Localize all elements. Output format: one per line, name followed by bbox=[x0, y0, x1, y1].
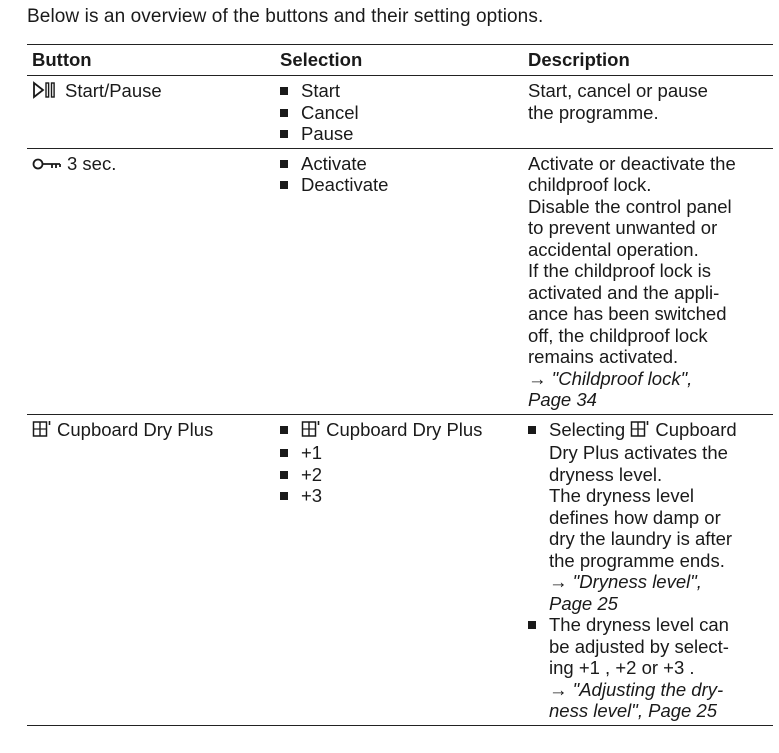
description-line: dry the laundry is after bbox=[549, 528, 733, 549]
selection-item bbox=[280, 419, 523, 443]
cupboard-dry-icon bbox=[32, 420, 52, 443]
description-line: The dryness level can bbox=[549, 614, 729, 635]
arrow-icon: → bbox=[549, 678, 568, 700]
button-cell bbox=[27, 148, 275, 414]
header-button: Button bbox=[27, 45, 275, 76]
description-line: be adjusted by select- bbox=[549, 635, 729, 657]
description-line: The dryness level bbox=[549, 485, 694, 506]
description-line: dryness level. bbox=[549, 463, 663, 485]
button-label: Cupboard Dry Plus bbox=[57, 418, 214, 440]
description-line: defines how damp or bbox=[549, 506, 721, 528]
description-text: Cupboard bbox=[655, 418, 737, 440]
key-icon bbox=[32, 155, 62, 177]
description-cell bbox=[523, 148, 773, 414]
button-cell bbox=[27, 76, 275, 149]
description-cell bbox=[523, 76, 773, 149]
description-line: the programme. bbox=[528, 101, 659, 123]
selection-cell bbox=[275, 414, 523, 725]
selection-item: Pause bbox=[280, 123, 523, 145]
button-cell bbox=[27, 414, 275, 725]
description-line: childproof lock. bbox=[528, 174, 652, 195]
arrow-icon: → bbox=[549, 571, 568, 592]
selection-item: Start bbox=[280, 80, 523, 102]
selection-item: +1 bbox=[280, 442, 523, 464]
description-bullet bbox=[528, 419, 773, 615]
cross-reference-link[interactable] bbox=[549, 679, 773, 722]
cupboard-dry-icon bbox=[630, 420, 650, 443]
table-header-row bbox=[27, 45, 773, 76]
description-cell bbox=[523, 414, 773, 725]
cross-reference-link[interactable] bbox=[549, 571, 773, 614]
selection-item: Activate bbox=[280, 153, 523, 175]
button-options-table bbox=[27, 44, 773, 726]
intro-text: Below is an overview of the buttons and their setting options. bbox=[27, 6, 544, 27]
description-line: Disable the control panel bbox=[528, 195, 732, 217]
ref-text: "Dryness level", bbox=[572, 571, 702, 592]
start-pause-icon bbox=[32, 81, 60, 104]
arrow-icon: → bbox=[528, 367, 547, 389]
table-row bbox=[27, 148, 773, 414]
description-line: If the childproof lock is bbox=[528, 260, 712, 281]
selection-label: Cupboard Dry Plus bbox=[326, 418, 483, 440]
ref-text: ness level", Page 25 bbox=[549, 700, 718, 721]
description-line: accidental operation. bbox=[528, 238, 699, 260]
description-line: the programme ends. bbox=[549, 549, 725, 571]
selection-cell bbox=[275, 148, 523, 414]
selection-item: +2 bbox=[280, 464, 523, 486]
selection-item: Deactivate bbox=[280, 174, 523, 196]
header-description: Description bbox=[523, 45, 773, 76]
header-selection: Selection bbox=[275, 45, 523, 76]
description-line: off, the childproof lock bbox=[528, 324, 708, 346]
selection-cell bbox=[275, 76, 523, 149]
ref-text: Page 34 bbox=[528, 389, 597, 410]
table-row bbox=[27, 414, 773, 725]
description-line: activated and the appli- bbox=[528, 281, 720, 303]
selection-item: +3 bbox=[280, 485, 523, 507]
description-line: Dry Plus activates the bbox=[549, 442, 728, 463]
cross-reference-link[interactable] bbox=[528, 368, 773, 411]
selection-item: Cancel bbox=[280, 102, 523, 124]
ref-text: Page 25 bbox=[549, 592, 618, 614]
description-line: ing +1 , +2 or +3 . bbox=[549, 657, 695, 678]
description-bullet bbox=[528, 614, 773, 722]
ref-text: "Childproof lock", bbox=[551, 367, 693, 389]
button-label: 3 sec. bbox=[67, 152, 117, 174]
description-line: to prevent unwanted or bbox=[528, 217, 718, 238]
description-line: Start, cancel or pause bbox=[528, 80, 708, 101]
cupboard-dry-icon bbox=[301, 420, 321, 443]
description-line: remains activated. bbox=[528, 346, 679, 367]
ref-text: "Adjusting the dry- bbox=[572, 678, 724, 700]
description-text: Selecting bbox=[549, 418, 626, 440]
table-row bbox=[27, 76, 773, 149]
description-line: Activate or deactivate the bbox=[528, 152, 736, 174]
button-label: Start/Pause bbox=[65, 80, 162, 101]
description-line: ance has been switched bbox=[528, 303, 727, 324]
